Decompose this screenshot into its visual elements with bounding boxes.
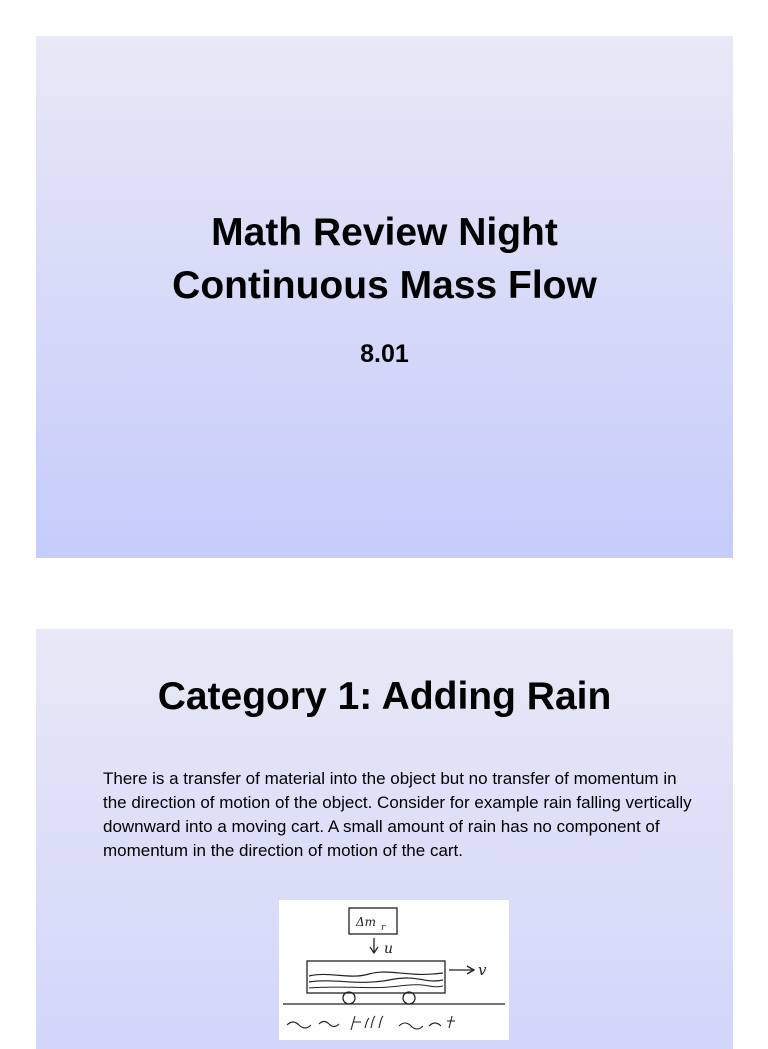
slide-1 xyxy=(36,36,733,558)
cart-wheel xyxy=(403,992,415,1004)
mass-box-label: Δm xyxy=(356,915,377,929)
title-line-1: Math Review Night xyxy=(211,211,558,254)
cart-body xyxy=(307,961,445,993)
handwritten-caption-strokes xyxy=(287,1016,455,1030)
cart-wheel xyxy=(343,992,355,1004)
sketch-drawing xyxy=(279,900,509,1040)
water-line xyxy=(309,985,443,988)
title-line-2: Continuous Mass Flow xyxy=(172,264,597,307)
mass-box-subscript: r xyxy=(381,923,386,933)
water-line xyxy=(309,972,443,976)
right-arrow-icon xyxy=(449,966,474,974)
slide-2 xyxy=(36,629,733,1049)
down-arrow-icon xyxy=(370,938,378,953)
cart-velocity-label: v xyxy=(478,961,487,979)
course-number: 8.01 xyxy=(360,340,409,368)
slide-2-body: There is a transfer of material into the object but no transfer of momentum in the direction of motion of the object. Consider for example rain falling vertically downward into a moving cart. A small amount of rain has no component of momentum in the direction of motion of the cart. xyxy=(103,769,692,860)
rain-cart-sketch xyxy=(279,900,509,1040)
slide-1-title xyxy=(36,206,733,312)
water-line xyxy=(309,978,443,982)
slide-2-title: Category 1: Adding Rain xyxy=(157,675,612,718)
rain-velocity-label: u xyxy=(384,941,394,957)
